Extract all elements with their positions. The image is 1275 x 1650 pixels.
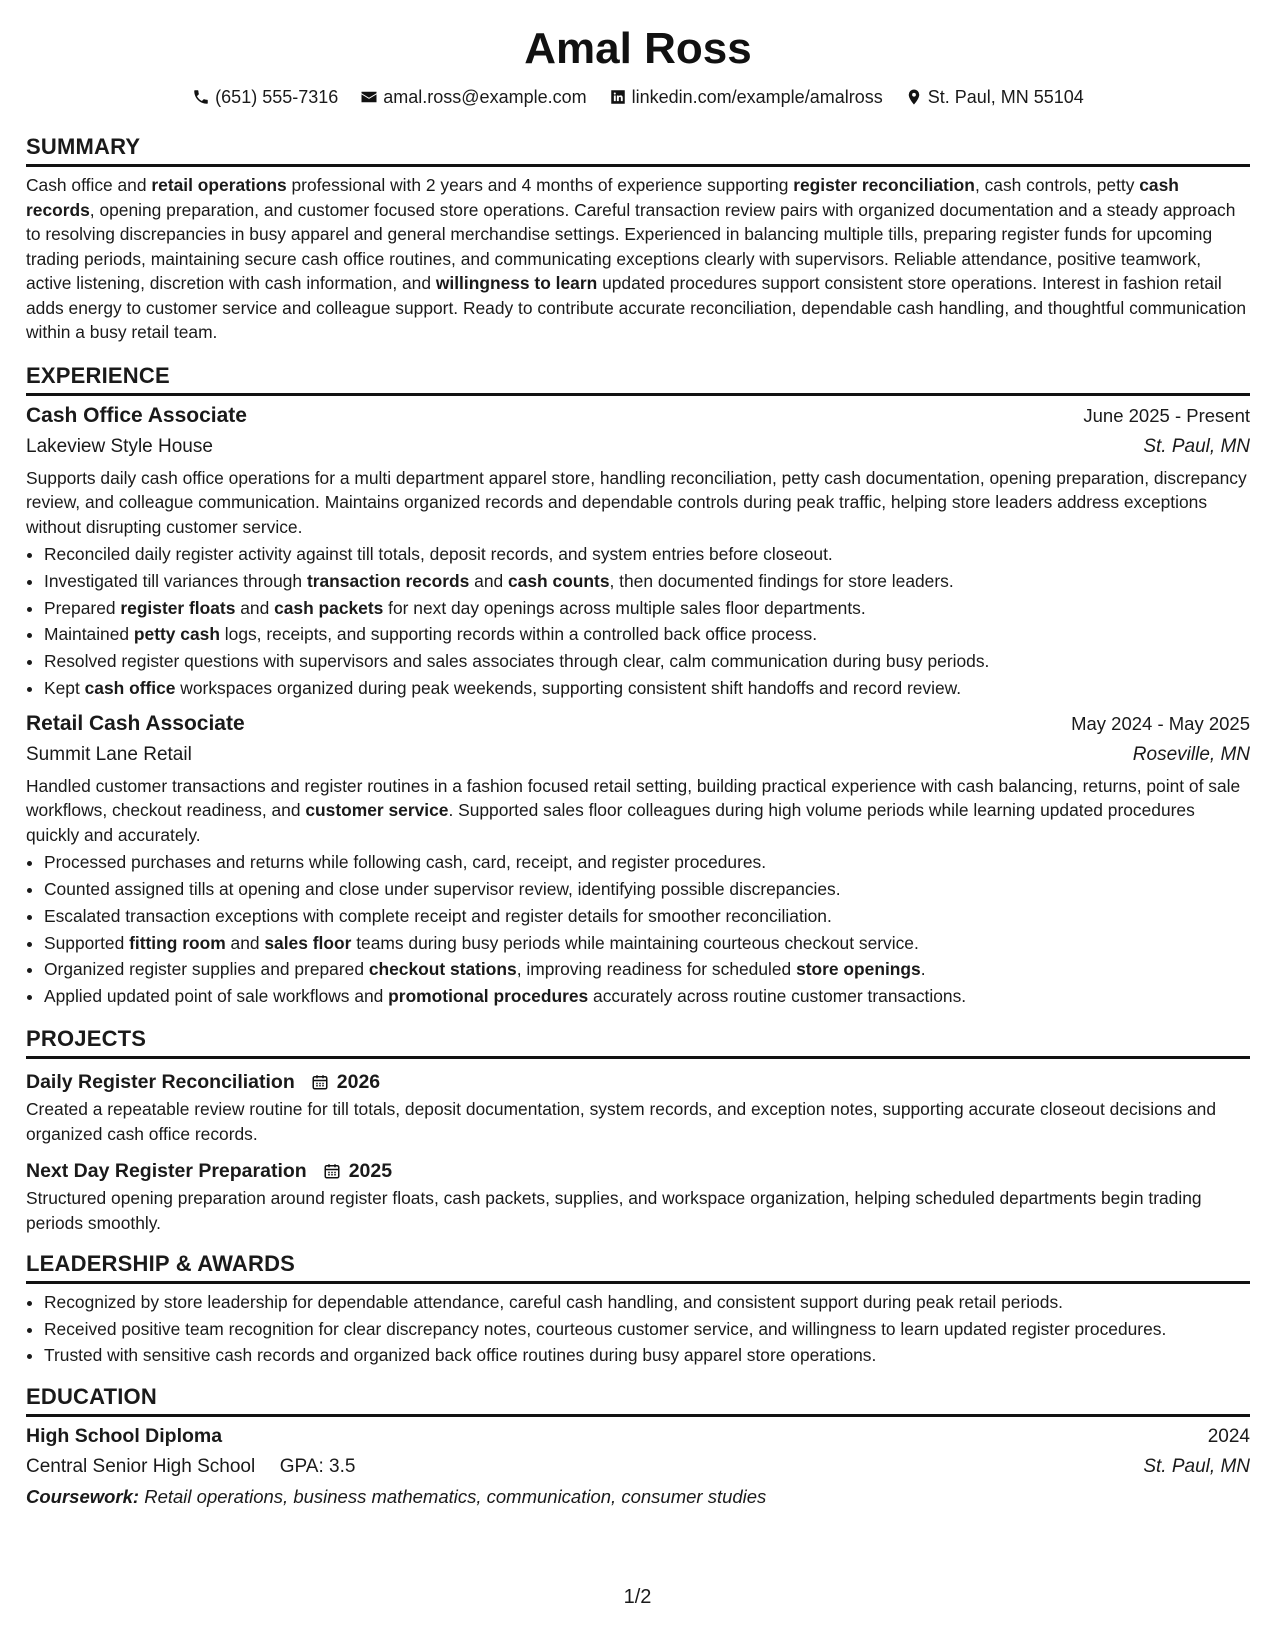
job-description <box>26 774 1250 848</box>
coursework-label: Coursework: <box>26 1485 140 1507</box>
text-run: , opening preparation, and customer focused store operations. Careful transaction review pairs with organized documentation and a steady approach to resolving discrepancies in busy apparel and general merchandise settings. Experienced in balancing multiple tills, preparing register funds for upcoming trading periods, maintaining secure cash office routines, and communicating exceptions clearly with supervisors. Reliable attendance, positive teamwork, active listening, discretion with cash information, and <box>26 199 1236 293</box>
job-bullets <box>26 541 1250 702</box>
text-run: Applied updated point of sale workflows and <box>44 986 389 1007</box>
contact-email[interactable] <box>360 84 586 110</box>
summary-section <box>26 132 1250 345</box>
contact-location <box>905 84 1084 110</box>
bold-keyword: register reconciliation <box>793 175 975 195</box>
project-year: 2026 <box>336 1071 381 1094</box>
job-company: Lakeview Style House <box>26 435 213 457</box>
map-pin-icon <box>905 88 923 106</box>
bold-keyword: store openings <box>796 959 921 980</box>
text-run: teams during busy periods while maintaining courteous checkout service. <box>351 932 919 953</box>
bold-keyword: willingness to learn <box>435 273 598 293</box>
text-run: Prepared <box>44 597 121 618</box>
text-run: and <box>469 570 509 591</box>
section-title-projects: PROJECTS <box>26 1024 1250 1059</box>
bold-keyword: petty cash <box>133 624 220 645</box>
education-section <box>26 1382 1250 1512</box>
leadership-item: • Received positive team recognition for clear discrepancy notes, courteous customer service, and willingness to learn updated register procedures. <box>44 1317 1250 1342</box>
bold-keyword: sales floor <box>264 932 352 953</box>
job-description <box>26 466 1250 540</box>
text-run: Kept <box>44 677 85 698</box>
text-run: workspaces organized during peak weekends, supporting consistent shift handoffs and record review. <box>175 677 962 698</box>
text-run: professional with 2 years and 4 months of experience supporting <box>286 175 794 195</box>
text-run: logs, receipts, and supporting records within a controlled back office process. <box>219 624 818 645</box>
education-coursework <box>26 1482 1250 1512</box>
coursework-text: Retail operations, business mathematics, communication, consumer studies <box>144 1485 767 1507</box>
bold-keyword: fitting room <box>129 932 226 953</box>
bullet-item <box>44 648 1250 675</box>
location-text: St. Paul, MN 55104 <box>927 87 1084 107</box>
leadership-bullets <box>26 1290 1250 1368</box>
calendar-icon <box>323 1162 341 1180</box>
text-run: Supports daily cash office operations for a multi department apparel store, handling reconciliation, petty cash documentation, opening preparation, discrepancy review, and colleague communication. Maintains organized records and dependable controls during peak traffic, helping store leaders address exceptions without disrupting customer service. <box>26 467 1247 537</box>
bold-keyword: checkout stations <box>368 959 517 980</box>
text-run: . Supported sales floor colleagues during high volume periods while learning updated procedures quickly and accurately. <box>26 800 1195 845</box>
education-year: 2024 <box>1207 1425 1250 1447</box>
calendar-icon <box>311 1073 329 1091</box>
text-run: , then documented findings for store leaders. <box>609 570 954 591</box>
bold-keyword: customer service <box>305 800 449 821</box>
section-title-leadership: LEADERSHIP & AWARDS <box>26 1249 1250 1284</box>
text-run: and <box>225 932 265 953</box>
text-run: Handled customer transactions and register routines in a fashion focused retail setting, building practical experience with cash balancing, returns, point of sale workflows, checkout readiness, and <box>26 775 1241 821</box>
contact-phone[interactable] <box>192 84 338 110</box>
text-run: Investigated till variances through <box>44 570 307 591</box>
job-location: Roseville, MN <box>1132 743 1250 765</box>
bullet-item <box>44 675 1250 702</box>
bullet-item <box>44 876 1250 903</box>
section-title-experience: EXPERIENCE <box>26 361 1250 396</box>
contact-linkedin[interactable] <box>609 84 883 110</box>
education-gpa: GPA: 3.5 <box>279 1455 356 1477</box>
job-location: St. Paul, MN <box>1143 435 1250 457</box>
leadership-section <box>26 1249 1250 1368</box>
project-description: Structured opening preparation around register floats, cash packets, supplies, and workspace organization, helping scheduled departments begin trading periods smoothly. <box>26 1188 1202 1233</box>
page-number: 1/2 <box>623 1586 652 1608</box>
text-run: Counted assigned tills at opening and close under supervisor review, identifying possible discrepancies. <box>44 879 841 900</box>
job-title: Retail Cash Associate <box>26 711 245 735</box>
text-run: Maintained <box>44 624 134 645</box>
bullet-item <box>44 595 1250 622</box>
project-entry <box>26 1156 1250 1235</box>
job-title: Cash Office Associate <box>26 403 247 427</box>
linkedin-icon <box>609 88 627 106</box>
bullet-item <box>44 983 1250 1010</box>
envelope-icon <box>360 88 378 106</box>
phone-text: (651) 555-7316 <box>215 87 339 107</box>
bullet-item <box>44 541 1250 568</box>
text-run: . <box>920 959 926 980</box>
bold-keyword: cash office <box>84 677 176 698</box>
section-title-education: EDUCATION <box>26 1382 1250 1417</box>
section-title-summary: SUMMARY <box>26 132 1250 167</box>
text-run: accurately across routine customer transactions. <box>588 986 967 1007</box>
bullet-item <box>44 621 1250 648</box>
leadership-item: • Trusted with sensitive cash records and organized back office routines during busy apparel store operations. <box>44 1343 1250 1368</box>
summary-text <box>26 173 1250 345</box>
bold-keyword: promotional procedures <box>388 986 589 1007</box>
text-run: Resolved register questions with supervisors and sales associates through clear, calm communication during busy periods. <box>44 651 990 672</box>
project-year: 2025 <box>348 1160 393 1183</box>
bullet-item <box>44 849 1250 876</box>
education-school-line <box>26 1452 355 1482</box>
bullet-item <box>44 930 1250 957</box>
project-name: Daily Register Reconciliation <box>26 1071 295 1094</box>
bold-keyword: cash counts <box>508 570 610 591</box>
text-run: Reconciled daily register activity against till totals, deposit records, and system entries before closeout. <box>44 544 833 564</box>
job-dates: June 2025 - Present <box>1083 404 1250 426</box>
candidate-name: Amal Ross <box>524 24 752 73</box>
text-run: , improving readiness for scheduled <box>516 959 797 980</box>
text-run: and <box>235 597 275 618</box>
leadership-item: • Recognized by store leadership for dependable attendance, careful cash handling, and consistent support during peak retail periods. <box>44 1290 1250 1315</box>
job-company: Summit Lane Retail <box>26 743 192 765</box>
text-run: Organized register supplies and prepared <box>44 959 369 980</box>
bullet-item <box>44 568 1250 595</box>
bullet-item <box>44 903 1250 930</box>
text-run: Cash office and <box>26 175 152 195</box>
text-run: Supported <box>44 932 130 953</box>
bold-keyword: cash records <box>26 175 1179 220</box>
text-run: updated procedures support consistent store operations. Interest in fashion retail adds energy to customer service and colleague support. Ready to contribute accurate reconciliation, dependable cash handling, and thoughtful communication within a busy retail team. <box>26 273 1247 342</box>
project-description: Created a repeatable review routine for till totals, deposit documentation, system records, and exception notes, supporting accurate closeout decisions and organized cash office records. <box>26 1099 1217 1144</box>
text-run: , cash controls, petty <box>974 175 1140 195</box>
bold-keyword: register floats <box>120 597 236 618</box>
linkedin-text: linkedin.com/example/amalross <box>631 87 883 107</box>
email-text: amal.ross@example.com <box>383 87 587 107</box>
phone-icon <box>192 88 210 106</box>
job-bullets <box>26 849 1250 1010</box>
experience-section <box>26 361 1250 1011</box>
education-degree: High School Diploma <box>26 1424 223 1447</box>
projects-section <box>26 1024 1250 1235</box>
contact-bar <box>26 84 1250 110</box>
job-dates: May 2024 - May 2025 <box>1071 712 1250 734</box>
text-run: for next day openings across multiple sales floor departments. <box>383 597 866 618</box>
education-school: Central Senior High School <box>26 1455 256 1477</box>
project-entry <box>26 1067 1250 1146</box>
job-entry <box>26 400 1250 702</box>
bold-keyword: retail operations <box>151 175 287 195</box>
text-run: Escalated transaction exceptions with complete receipt and register details for smoother reconciliation. <box>44 905 832 926</box>
job-entry <box>26 708 1250 1010</box>
bold-keyword: cash packets <box>274 597 384 618</box>
education-location: St. Paul, MN <box>1143 1455 1250 1477</box>
text-run: Processed purchases and returns while following cash, card, receipt, and register procedures. <box>44 852 767 873</box>
bullet-item <box>44 956 1250 983</box>
project-name: Next Day Register Preparation <box>26 1160 307 1183</box>
bold-keyword: transaction records <box>306 570 470 591</box>
resume-page <box>26 18 1250 1512</box>
